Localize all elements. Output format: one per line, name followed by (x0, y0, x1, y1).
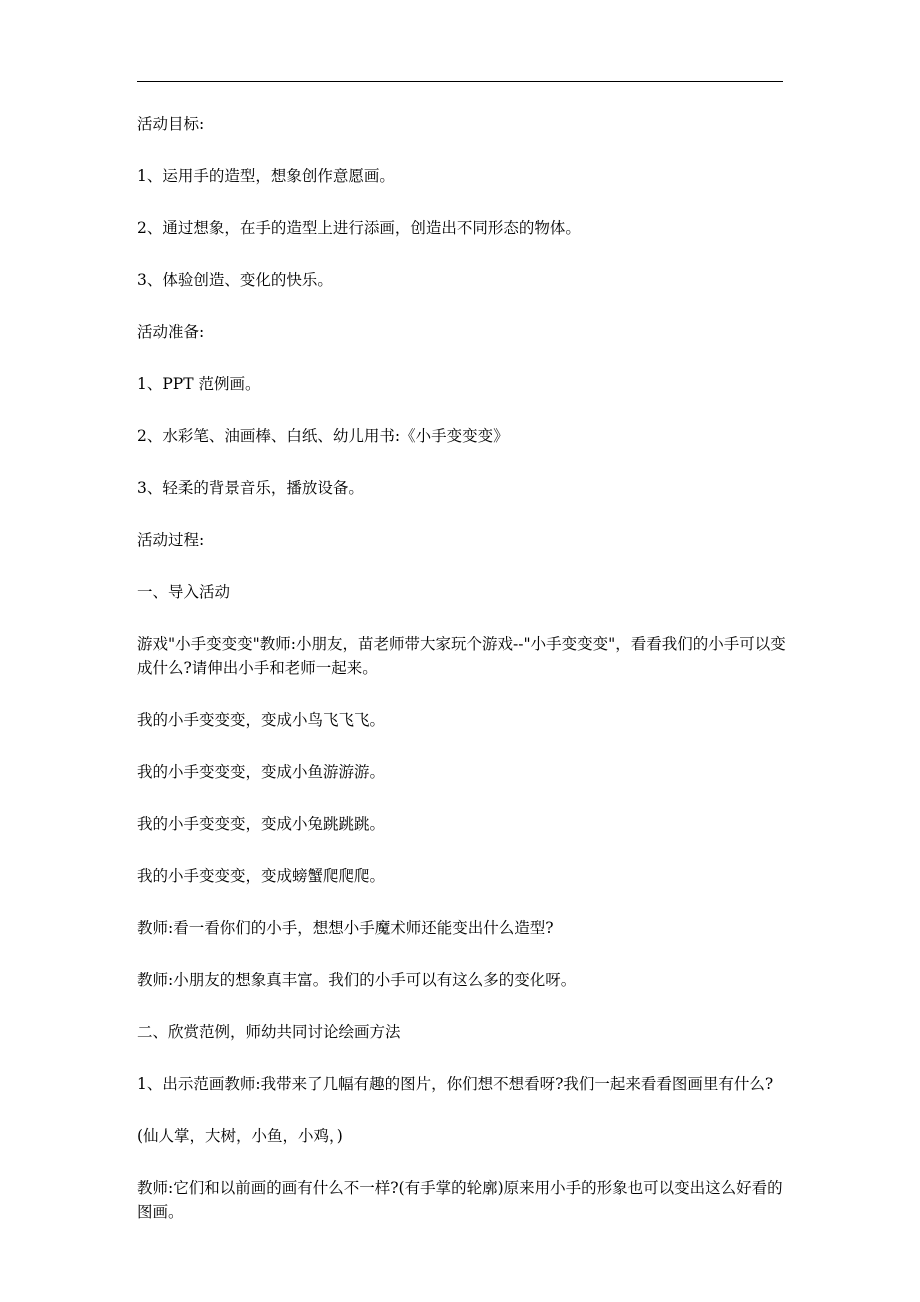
header-rule (137, 81, 783, 82)
prep-item-1: 1、PPT 范例画。 (137, 375, 261, 393)
teacher-comparison: 教师:它们和以前画的画有什么不一样?(有手掌的轮廓)原来用小手的形象也可以变出这么好看的图画。 (137, 1179, 783, 1221)
section-heading-goals: 活动目标: (137, 115, 205, 133)
examples-list: (仙人掌，大树，小鱼，小鸡，) (137, 1127, 343, 1145)
section-heading-preparation: 活动准备: (137, 323, 205, 341)
prep-item-2: 2、水彩笔、油画棒、白纸、幼儿用书:《小手变变变》 (137, 427, 509, 445)
process-step-2-heading: 二、欣赏范例，师幼共同讨论绘画方法 (137, 1023, 401, 1041)
section-heading-process: 活动过程: (137, 531, 205, 549)
rhyme-line-4: 我的小手变变变，变成螃蟹爬爬爬。 (137, 867, 386, 885)
rhyme-line-3: 我的小手变变变，变成小兔跳跳跳。 (137, 815, 386, 833)
teacher-praise: 教师:小朋友的想象真丰富。我们的小手可以有这么多的变化呀。 (137, 971, 577, 989)
game-intro-paragraph: 游戏"小手变变变"教师:小朋友，苗老师带大家玩个游戏--"小手变变变"，看看我们的小手可以变成什么?请伸出小手和老师一起来。 (137, 635, 786, 677)
goal-item-2: 2、通过想象，在手的造型上进行添画，创造出不同形态的物体。 (137, 219, 581, 237)
show-examples-paragraph: 1、出示范画教师:我带来了几幅有趣的图片，你们想不想看呀?我们一起来看看图画里有什么? (137, 1075, 774, 1093)
teacher-question: 教师:看一看你们的小手，想想小手魔术师还能变出什么造型? (137, 919, 554, 937)
goal-item-3: 3、体验创造、变化的快乐。 (137, 271, 333, 289)
goal-item-1: 1、运用手的造型，想象创作意愿画。 (137, 167, 395, 185)
document-body (137, 112, 787, 1252)
rhyme-line-2: 我的小手变变变，变成小鱼游游游。 (137, 763, 386, 781)
rhyme-line-1: 我的小手变变变，变成小鸟飞飞飞。 (137, 711, 386, 729)
prep-item-3: 3、轻柔的背景音乐，播放设备。 (137, 479, 364, 497)
process-step-1-heading: 一、导入活动 (137, 583, 231, 601)
